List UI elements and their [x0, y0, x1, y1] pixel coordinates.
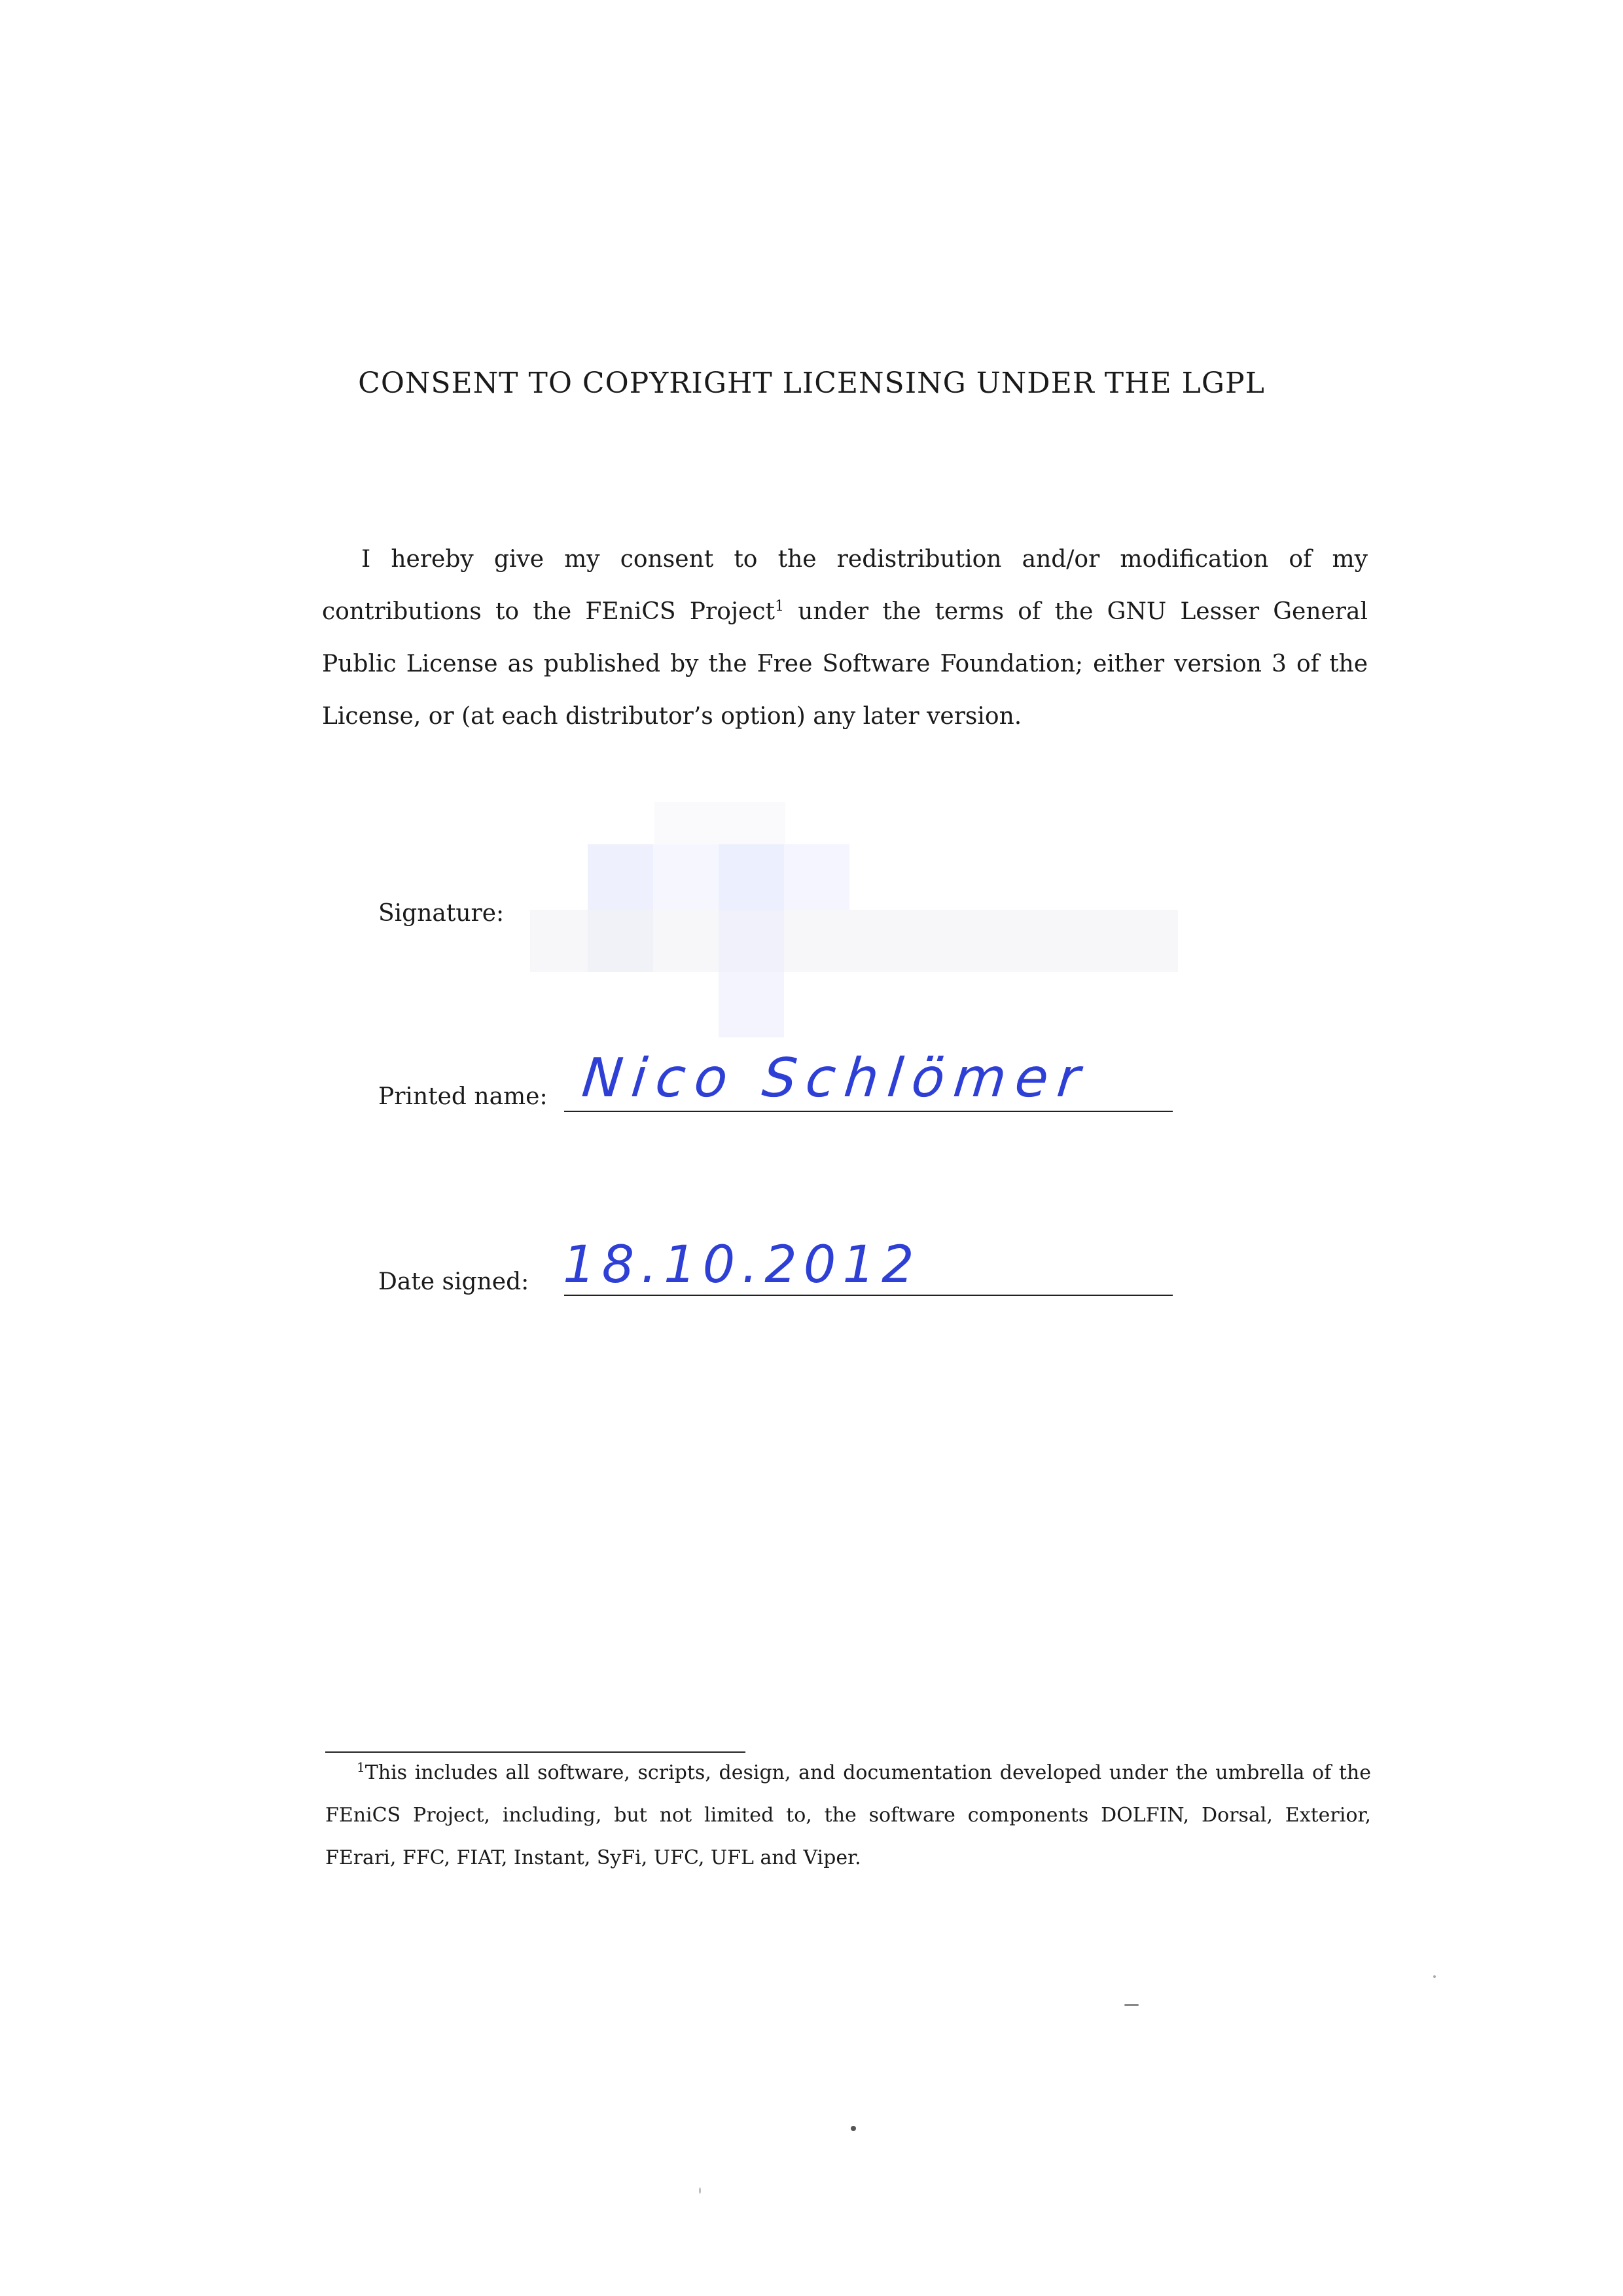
consent-paragraph-part1: I hereby give my consent to the redistribution and/or modification of my contributions to the FEniCS Project [322, 546, 1368, 625]
signature-redacted-area [530, 802, 1178, 1037]
printed-name-line [564, 1111, 1173, 1112]
scan-speck [851, 2126, 856, 2131]
footnote-reference: 1 [775, 598, 784, 615]
date-signed-label: Date signed: [378, 1268, 529, 1295]
scan-speck [1124, 2004, 1139, 2006]
handwritten-printed-name: Nico Schlömer [579, 1047, 1092, 1109]
scan-speck [699, 2187, 701, 2194]
consent-paragraph-part2: under the terms of the GNU Lesser General Public License as published by the Free Software Foundation; either version 3 of the License, or (at each distributor’s option) any later version. [322, 598, 1368, 730]
handwritten-date-signed: 18.10.2012 [563, 1236, 921, 1295]
scan-speck [1433, 1975, 1436, 1978]
printed-name-label: Printed name: [378, 1083, 548, 1110]
signature-label: Signature: [378, 900, 505, 927]
consent-paragraph [322, 533, 1368, 743]
footnote-text: This includes all software, scripts, design, and documentation developed under the umbrella of the FEniCS Project, including, but not limited to, the software components DOLFIN, Dorsal, Exterior, FErari, FFC, FIAT, Instant, SyFi, UFC, UFL and Viper. [325, 1761, 1371, 1869]
footnote-marker: 1 [357, 1759, 365, 1775]
date-signed-line [564, 1295, 1173, 1296]
document-title: CONSENT TO COPYRIGHT LICENSING UNDER THE LGPL [358, 367, 1265, 400]
footnote [325, 1751, 1371, 1879]
